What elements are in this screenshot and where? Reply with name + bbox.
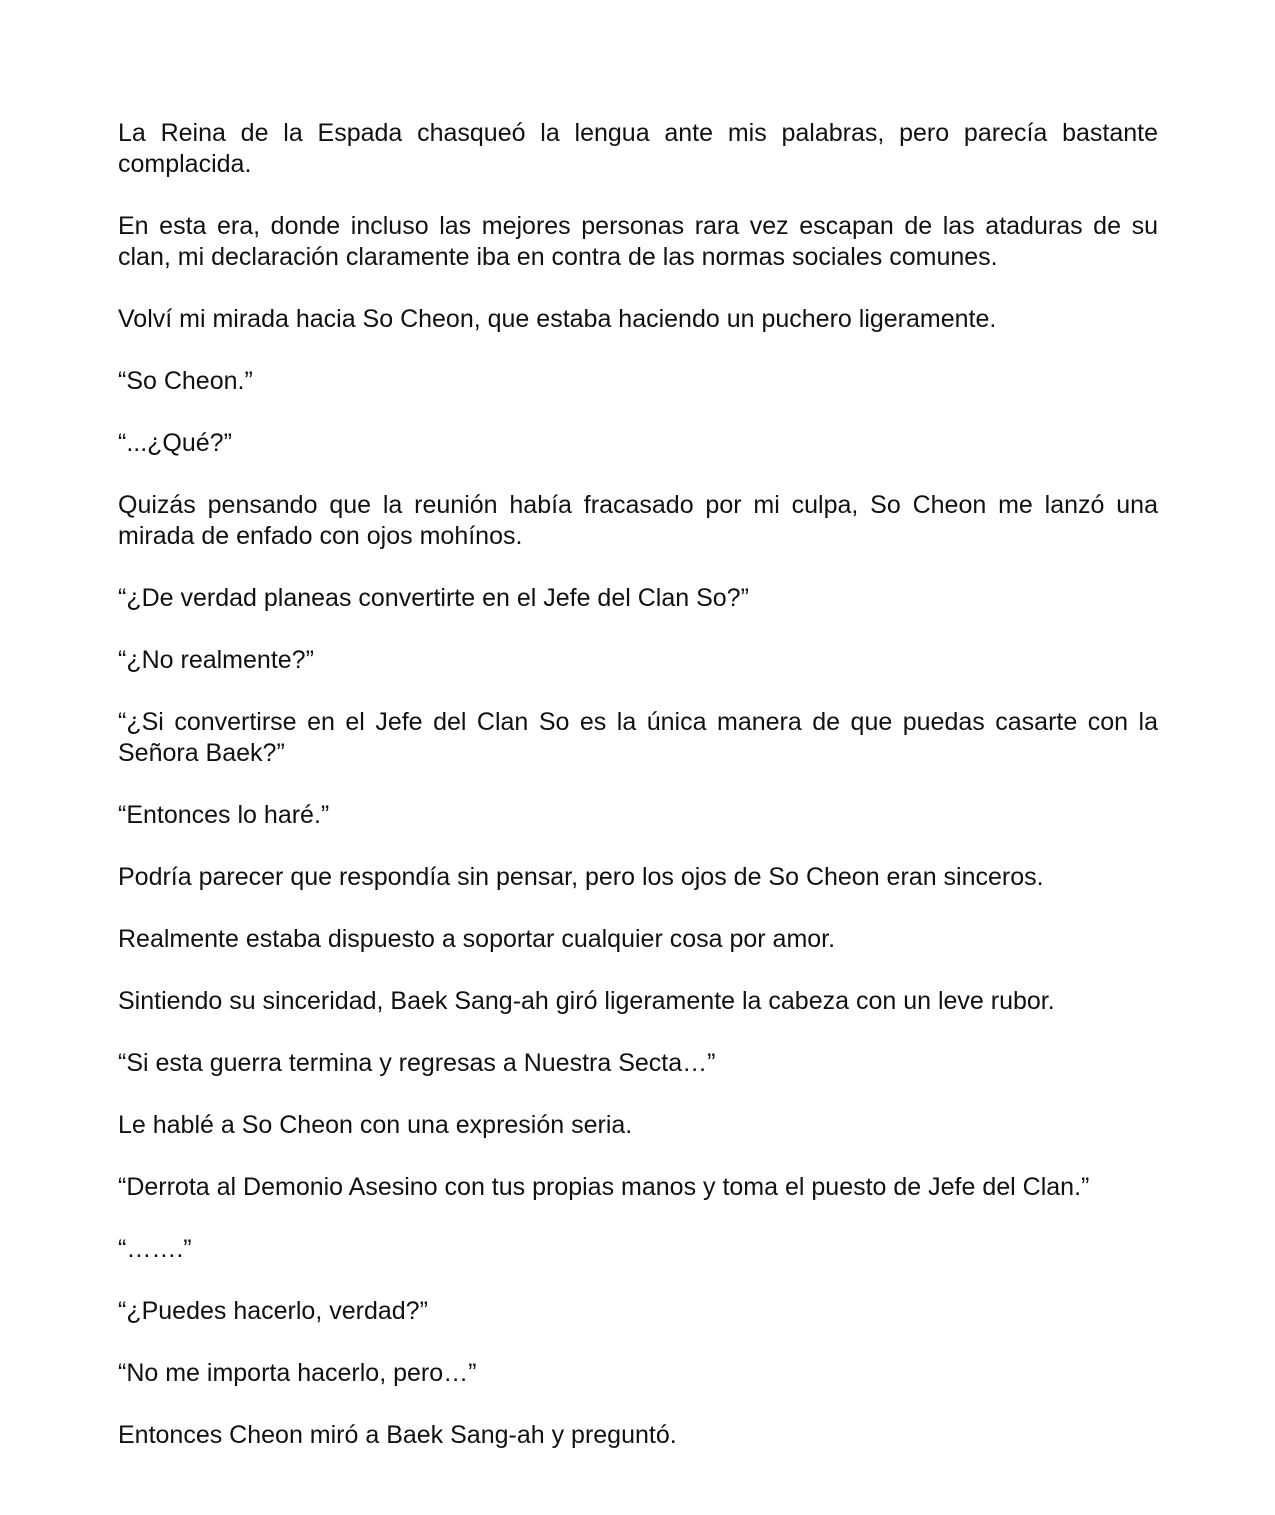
paragraph-13: Sintiendo su sinceridad, Baek Sang-ah giró ligeramente la cabeza con un leve rubor. [118,987,1055,1015]
paragraph-11: Podría parecer que respondía sin pensar, pero los ojos de So Cheon eran sinceros. [118,863,1044,891]
document-page [118,118,1158,1482]
paragraph-2: En esta era, donde incluso las mejores personas rara vez escapan de las ataduras de su clan, mi declaración claramente iba en contra de las normas sociales comunes. [118,212,1158,271]
paragraph-10: “Entonces lo haré.” [118,801,330,829]
paragraph-18: “¿Puedes hacerlo, verdad?” [118,1297,428,1325]
paragraph-9: “¿Si convertirse en el Jefe del Clan So es la única manera de que puedas casarte con la Señora Baek?” [118,708,1158,767]
paragraph-4: “So Cheon.” [118,367,253,395]
paragraph-17: “…….” [118,1235,192,1263]
paragraph-6: Quizás pensando que la reunión había fracasado por mi culpa, So Cheon me lanzó una mirada de enfado con ojos mohínos. [118,491,1158,550]
paragraph-16: “Derrota al Demonio Asesino con tus propias manos y toma el puesto de Jefe del Clan.” [118,1173,1090,1201]
paragraph-15: Le hablé a So Cheon con una expresión seria. [118,1111,633,1139]
paragraph-19: “No me importa hacerlo, pero…” [118,1359,477,1387]
paragraph-7: “¿De verdad planeas convertirte en el Jefe del Clan So?” [118,584,749,612]
paragraph-8: “¿No realmente?” [118,646,314,674]
paragraph-12: Realmente estaba dispuesto a soportar cualquier cosa por amor. [118,925,836,953]
paragraph-3: Volví mi mirada hacia So Cheon, que estaba haciendo un puchero ligeramente. [118,305,997,333]
paragraph-14: “Si esta guerra termina y regresas a Nuestra Secta…” [118,1049,716,1077]
paragraph-5: “...¿Qué?” [118,429,232,457]
paragraph-1: La Reina de la Espada chasqueó la lengua ante mis palabras, pero parecía bastante complacida. [118,119,1158,178]
paragraph-20: Entonces Cheon miró a Baek Sang-ah y preguntó. [118,1421,677,1449]
